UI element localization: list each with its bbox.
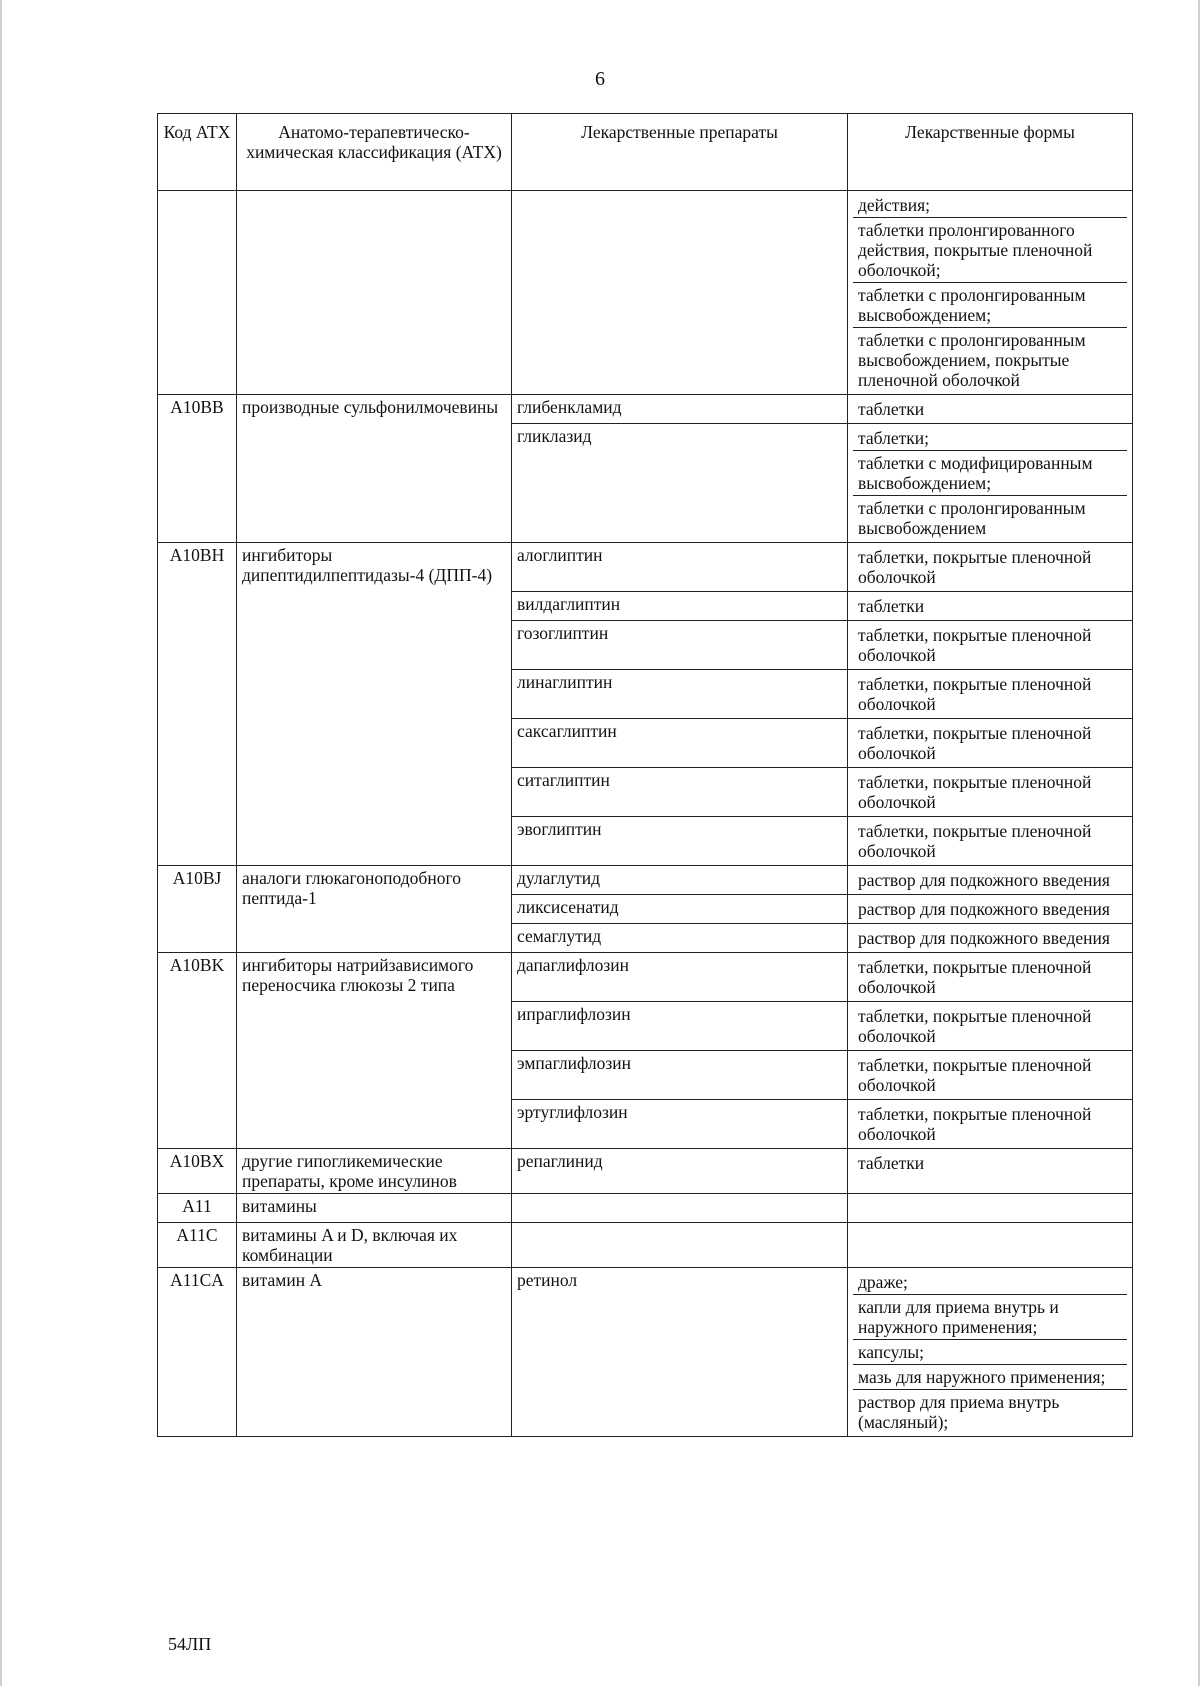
table-header-row: [158, 114, 1133, 191]
dosage-forms-cell: [848, 543, 1133, 592]
dosage-forms-cell: [848, 1194, 1133, 1223]
dosage-form-item: таблетки, покрытые пленочной оболочкой: [858, 547, 1092, 587]
dosage-form-item: [853, 1225, 1127, 1249]
atx-code-cell: A10BH: [158, 543, 237, 866]
table-body: [158, 191, 1133, 1437]
dosage-forms-cell: [848, 866, 1133, 895]
drug-name-cell: глибенкламид: [512, 395, 848, 424]
drug-name-cell: вилдаглиптин: [512, 592, 848, 621]
atx-classification-cell: [237, 191, 512, 395]
dosage-form-item: раствор для подкожного введения: [858, 928, 1110, 948]
drug-name-cell: гозоглиптин: [512, 621, 848, 670]
atx-classification-cell: аналоги глюкагоноподобного пептида-1: [237, 866, 512, 953]
header-drugs: Лекарственные препараты: [512, 114, 848, 191]
drug-name-cell: ликсисенатид: [512, 895, 848, 924]
dosage-form-item: таблетки: [858, 399, 925, 419]
header-atx-classification: Анатомо-терапевтическо-химическая классификация (АТХ): [237, 114, 512, 191]
table-row: [158, 1149, 1133, 1194]
dosage-form-item: таблетки: [858, 596, 925, 616]
drug-name-cell: эвоглиптин: [512, 817, 848, 866]
atx-classification-cell: витамин A: [237, 1268, 512, 1437]
atx-classification-cell: ингибиторы дипептидилпептидазы-4 (ДПП-4): [237, 543, 512, 866]
dosage-form-item: мазь для наружного применения;: [853, 1365, 1127, 1390]
dosage-form-item: раствор для подкожного введения: [858, 870, 1110, 890]
drug-name-cell: репаглинид: [512, 1149, 848, 1194]
atx-code-cell: A11: [158, 1194, 237, 1223]
dosage-form-item: [853, 1196, 1127, 1220]
drug-name-cell: гликлазид: [512, 424, 848, 543]
dosage-form-item: капли для приема внутрь и наружного применения;: [853, 1295, 1127, 1340]
drug-name-cell: алоглиптин: [512, 543, 848, 592]
atx-classification-cell: ингибиторы натрийзависимого переносчика глюкозы 2 типа: [237, 953, 512, 1149]
dosage-form-item: таблетки;: [853, 426, 1127, 451]
header-atx-code: Код АТХ: [158, 114, 237, 191]
dosage-forms-cell: [848, 1051, 1133, 1100]
table-row: [158, 1194, 1133, 1223]
atx-classification-cell: витамины: [237, 1194, 512, 1223]
drug-name-cell: ипраглифлозин: [512, 1002, 848, 1051]
drug-name-cell: дулаглутид: [512, 866, 848, 895]
dosage-form-item: таблетки, покрытые пленочной оболочкой: [858, 1006, 1092, 1046]
dosage-form-item: таблетки, покрытые пленочной оболочкой: [858, 674, 1092, 714]
dosage-forms-cell: [848, 592, 1133, 621]
dosage-form-item: таблетки пролонгированного действия, покрытые пленочной оболочкой;: [853, 218, 1127, 283]
dosage-form-item: таблетки, покрытые пленочной оболочкой: [858, 821, 1092, 861]
drug-name-cell: семаглутид: [512, 924, 848, 953]
drug-name-cell: [512, 191, 848, 395]
drug-name-cell: линаглиптин: [512, 670, 848, 719]
table-row: [158, 395, 1133, 424]
table-row: [158, 1268, 1133, 1437]
atx-classification-cell: производные сульфонилмочевины: [237, 395, 512, 543]
dosage-form-item: действия;: [853, 193, 1127, 218]
dosage-form-item: таблетки с модифицированным высвобождением;: [853, 451, 1127, 496]
dosage-form-item: таблетки, покрытые пленочной оболочкой: [858, 957, 1092, 997]
dosage-form-item: драже;: [853, 1270, 1127, 1295]
dosage-form-item: таблетки, покрытые пленочной оболочкой: [858, 1104, 1092, 1144]
atx-code-cell: A10BJ: [158, 866, 237, 953]
atx-code-cell: A10BB: [158, 395, 237, 543]
table-row: [158, 953, 1133, 1002]
page-number: 6: [595, 68, 605, 90]
dosage-form-item: раствор для подкожного введения: [858, 899, 1110, 919]
document-code: 54ЛП: [168, 1634, 212, 1654]
atx-code-cell: [158, 191, 237, 395]
drug-name-cell: [512, 1194, 848, 1223]
dosage-form-item: таблетки с пролонгированным высвобождением;: [853, 283, 1127, 328]
atx-drug-table: [157, 113, 1133, 1437]
dosage-form-item: таблетки: [858, 1153, 925, 1173]
atx-code-cell: A10BX: [158, 1149, 237, 1194]
dosage-form-item: таблетки с пролонгированным высвобождением, покрытые пленочной оболочкой: [858, 330, 1086, 390]
dosage-forms-cell: [848, 1268, 1133, 1437]
dosage-forms-cell: [848, 395, 1133, 424]
scan-edge-left: [0, 0, 2, 1686]
dosage-form-item: таблетки, покрытые пленочной оболочкой: [858, 772, 1092, 812]
dosage-form-item: таблетки, покрытые пленочной оболочкой: [858, 1055, 1092, 1095]
drug-name-cell: эртуглифлозин: [512, 1100, 848, 1149]
atx-classification-cell: другие гипогликемические препараты, кроме инсулинов: [237, 1149, 512, 1194]
dosage-forms-cell: [848, 817, 1133, 866]
dosage-form-item: раствор для приема внутрь (масляный);: [858, 1392, 1060, 1432]
dosage-forms-cell: [848, 1149, 1133, 1194]
atx-code-cell: A10BK: [158, 953, 237, 1149]
dosage-forms-cell: [848, 924, 1133, 953]
dosage-form-item: таблетки, покрытые пленочной оболочкой: [858, 723, 1092, 763]
drug-name-cell: эмпаглифлозин: [512, 1051, 848, 1100]
dosage-forms-cell: [848, 895, 1133, 924]
dosage-forms-cell: [848, 768, 1133, 817]
dosage-forms-cell: [848, 1002, 1133, 1051]
dosage-form-item: капсулы;: [853, 1340, 1127, 1365]
dosage-form-item: таблетки, покрытые пленочной оболочкой: [858, 625, 1092, 665]
drug-name-cell: дапаглифлозин: [512, 953, 848, 1002]
drug-name-cell: саксаглиптин: [512, 719, 848, 768]
dosage-forms-cell: [848, 670, 1133, 719]
dosage-forms-cell: [848, 191, 1133, 395]
atx-code-cell: A11CA: [158, 1268, 237, 1437]
dosage-form-item: таблетки с пролонгированным высвобождением: [858, 498, 1086, 538]
header-dosage-forms: Лекарственные формы: [848, 114, 1133, 191]
table-row: [158, 1223, 1133, 1268]
atx-code-cell: A11C: [158, 1223, 237, 1268]
table-row: [158, 191, 1133, 395]
dosage-forms-cell: [848, 424, 1133, 543]
dosage-forms-cell: [848, 1100, 1133, 1149]
table-row: [158, 543, 1133, 592]
table-row: [158, 866, 1133, 895]
drug-name-cell: ситаглиптин: [512, 768, 848, 817]
dosage-forms-cell: [848, 719, 1133, 768]
atx-classification-cell: витамины A и D, включая их комбинации: [237, 1223, 512, 1268]
drug-name-cell: ретинол: [512, 1268, 848, 1437]
dosage-forms-cell: [848, 621, 1133, 670]
dosage-forms-cell: [848, 1223, 1133, 1268]
dosage-forms-cell: [848, 953, 1133, 1002]
drug-name-cell: [512, 1223, 848, 1268]
